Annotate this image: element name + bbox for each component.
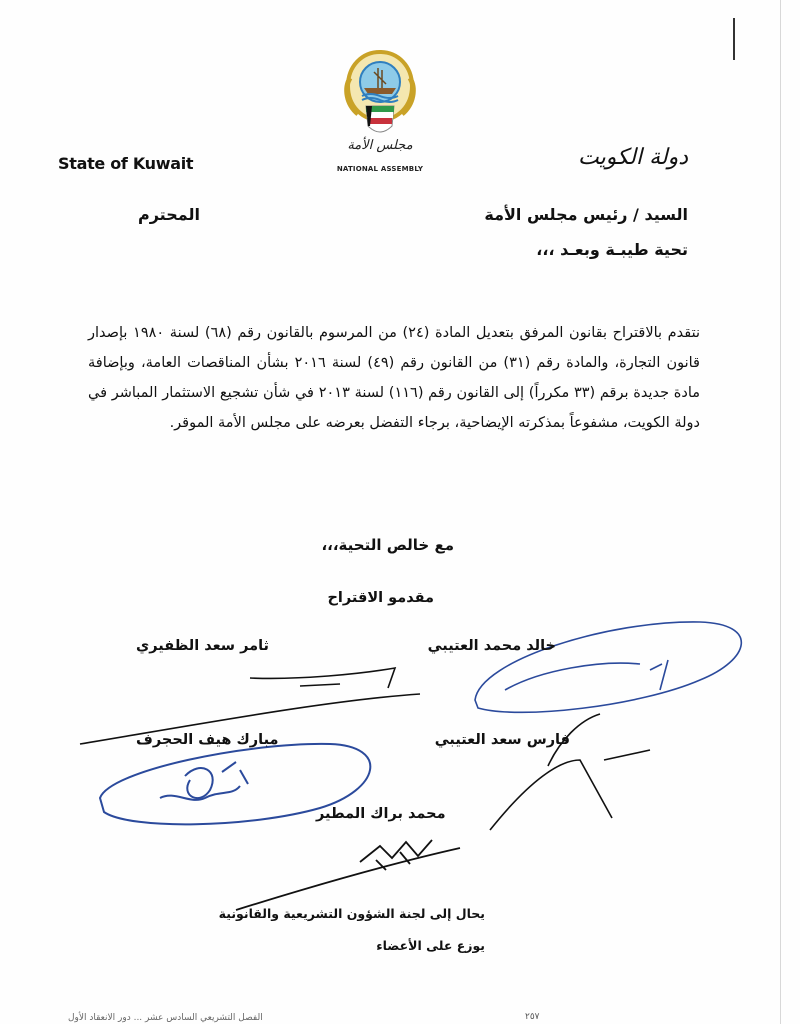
addressee-line: السيد / رئيس مجلس الأمة xyxy=(484,205,688,224)
signatory-name: مبارك هيف الحجرف xyxy=(136,732,279,748)
state-name-english: State of Kuwait xyxy=(58,154,194,173)
greeting-line: تحية طيبـة وبعـد ،،، xyxy=(536,240,688,259)
respected-label: المحترم xyxy=(138,205,200,224)
proposers-title: مقدمو الاقتراح xyxy=(327,590,434,606)
signatory-name: ثامر سعد الظفيري xyxy=(136,638,270,654)
signature-khaled-icon xyxy=(475,622,741,712)
signatory-name: فارس سعد العتيبي xyxy=(434,732,570,748)
signatory-name: خالد محمد العتيبي xyxy=(427,638,556,654)
signature-mohammed-icon xyxy=(236,840,460,910)
page-number: ٢٥٧ xyxy=(525,1012,540,1022)
closing-line: مع خالص التحية،،، xyxy=(321,536,454,554)
referral-note: يحال إلى لجنة الشؤون التشريعية والقانونية xyxy=(218,906,485,921)
letter-body: نتقدم بالاقتراح بقانون المرفق بتعديل المادة (٢٤) من المرسوم بالقانون رقم (٦٨) لسنة ١٩٨٠ بإصدار قانون التجارة، والمادة رقم (٣١) من القانون رقم (٤٩) لسنة ٢٠١٦ بشأن المناقصات العامة، وبإضافة مادة جديدة برقم (٣٣ مكرراً) إلى القانون رقم (١١٦) لسنة ٢٠١٣ في شأن تشجيع الاستثمار المباشر في دولة الكويت، مشفوعاً بمذكرته الإيضاحية، برجاء التفضل بعرضه على مجلس الأمة الموقر. xyxy=(88,325,700,431)
distribution-note: يوزع على الأعضاء xyxy=(376,938,485,953)
footer-running-text: الفصل التشريعي السادس عشر ... دور الانعقاد الأول xyxy=(68,1013,263,1023)
signatory-name: محمد براك المطير xyxy=(316,806,446,822)
assembly-name-english: NATIONAL ASSEMBLY xyxy=(336,165,424,173)
assembly-name-arabic: مجلس الأمة xyxy=(347,138,413,153)
state-name-arabic: دولة الكويت xyxy=(578,145,688,170)
